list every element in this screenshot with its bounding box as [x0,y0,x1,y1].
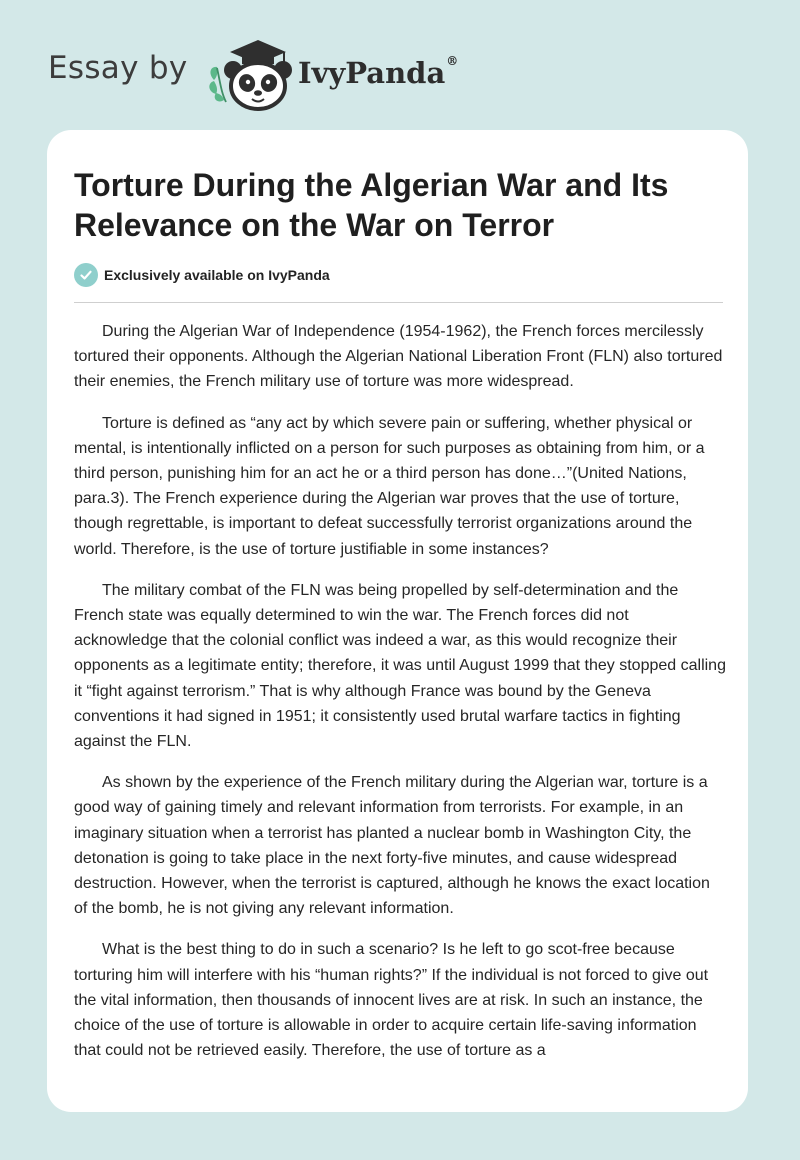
essay-body [74,319,726,1079]
paragraph: What is the best thing to do in such a scenario? Is he left to go scot-free because torturing him will interfere with his “human rights?” If the individual is not forced to give out the vital information, then thousands of innocent lives are at risk. In such an instance, the choice of the use of torture is allowable in order to acquire certain life-saving information that could not be retrieved easily. Therefore, the use of torture as a [74,941,709,1060]
exclusive-badge [74,263,330,287]
site-header [48,34,548,114]
paragraph: Torture is defined as “any act by which severe pain or suffering, whether physical or mental, is intentionally inflicted on a person for such purposes as obtaining from him, or a third person, punishing him for an act he or a third person has done…”(United Nations, para.3). The French experience during the Algerian war proves that the use of torture, though regrettable, is important to defeat successfully terrorist organizations around the world. Therefore, is the use of torture justifiable in some instances? [74,414,705,558]
exclusive-label: Exclusively available on IvyPanda [104,267,330,283]
checkmark-icon [74,263,98,287]
page-title: Torture During the Algerian War and Its Relevance on the War on Terror [74,167,669,243]
registered-mark: ® [446,54,459,68]
essay-by-label: Essay by [48,50,188,86]
paragraph: During the Algerian War of Independence (1954-1962), the French forces mercilessly tortured their opponents. Although the Algerian National Liberation Front (FLN) also tortured their enemies, the French military use of torture was more widespread. [74,323,723,391]
divider [74,302,723,303]
brand-name[interactable]: IvyPanda® [298,54,459,90]
paragraph: As shown by the experience of the French military during the Algerian war, torture is a good way of gaining timely and relevant information from terrorists. For example, in an imaginary situation when a terrorist has planted a nuclear bomb in Washington City, the detonation is going to take place in the next forty-five minutes, and cause widespread destruction. However, when the terrorist is captured, although he knows the exact location of the bomb, he is not giving any relevant information. [74,774,710,918]
panda-graduate-icon[interactable] [204,36,294,112]
paragraph: The military combat of the FLN was being propelled by self-determination and the French state was equally determined to win the war. The French forces did not acknowledge that the colonial conflict was indeed a war, as this would recognize their opponents as a legitimate entity; therefore, it was until August 1999 that they stopped calling it “fight against terrorism.” That is why although France was bound by the Geneva conventions it had signed in 1951; it consistently used brutal warfare tactics in fighting against the FLN. [74,581,726,751]
essay-card [47,130,748,1112]
